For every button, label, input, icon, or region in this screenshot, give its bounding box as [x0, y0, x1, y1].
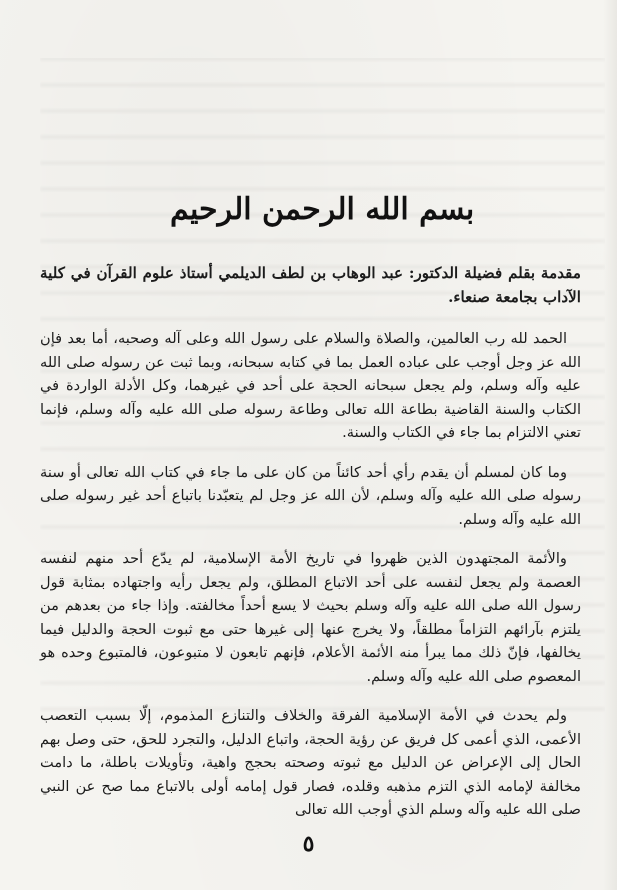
page-edge-shadow — [603, 0, 617, 890]
paragraph: وما كان لمسلم أن يقدم رأي أحد كائناً من كان على ما جاء في كتاب الله تعالى أو سنة رسوله صلى الله عليه وآله وسلم، لأن الله عز وجل لم يتعبّدنا باتباع أحد غير رسوله صلى الله عليه وآله وسلم. — [40, 463, 581, 528]
introduction-byline: مقدمة بقلم فضيلة الدكتور: عبد الوهاب بن لطف الديلمي أستاذ علوم القرآن في كلية الآداب بجامعة صنعاء. — [40, 264, 581, 306]
paragraph: والأئمة المجتهدون الذين ظهروا في تاريخ الأمة الإسلامية، لم يدّع أحد منهم لنفسه العصمة ولم يجعل لنفسه على أحد الاتباع المطلق، ولم يجعل رأيه واجتهاده بمثابة قول رسول الله صلى الله عليه وآله وسلم بحيث لا يسع أحداً مخالفته. وإذا جاء من بعدهم من يلتزم بآرائهم التزاماً مطلقاً، ولا يخرج عنها إلى غيرها حتى مع ثبوت الحجة والدليل فيما يخالفها، فإنّ ذلك مما يبرأ منه الأئمة الأعلام، فإنهم تابعون لا متبوعون، فالمتبوع وحده هو المعصوم صلى الله عليه وآله وسلم. — [40, 550, 581, 685]
page-number: ٥ — [302, 831, 315, 857]
paragraph: ولم يحدث في الأمة الإسلامية الفرقة والخلاف والتنازع المذموم، إلّا بسبب التعصب الأعمى، الذي أعمى كل فريق عن رؤية الحجة، واتباع الدليل، والتجرد للحق، حتى وصل بهم الحال إلى الإعراض عن الدليل مع ثبوته وصحته بحجج واهية، وتأويلات باطلة، ما دامت مخالفة لإمامه الذي التزم مذهبه وقلده، فصار قول إمامه أولى بالاتباع مما صح عن النبي صلى الله عليه وآله وسلم الذي أوجب الله تعالى — [40, 707, 581, 818]
paragraph: الحمد لله رب العالمين، والصلاة والسلام على رسول الله وعلى آله وصحبه، أما بعد فإن الله عز وجل أوجب على عباده العمل بما في كتابه سبحانه، وبما ثبت عن رسوله صلى الله عليه وآله وسلم، ولم يجعل سبحانه الحجة على أحد في غيرهما، وكل الأدلة الواردة في الكتاب والسنة القاضية بطاعة الله تعالى وطاعة رسوله صلى الله عليه وآله وسلم، فإنما تعني الالتزام بما جاء في الكتاب والسنة. — [40, 330, 581, 441]
page-body-text — [40, 262, 581, 838]
basmala-calligraphy: بسم الله الرحمن الرحيم — [170, 192, 475, 227]
